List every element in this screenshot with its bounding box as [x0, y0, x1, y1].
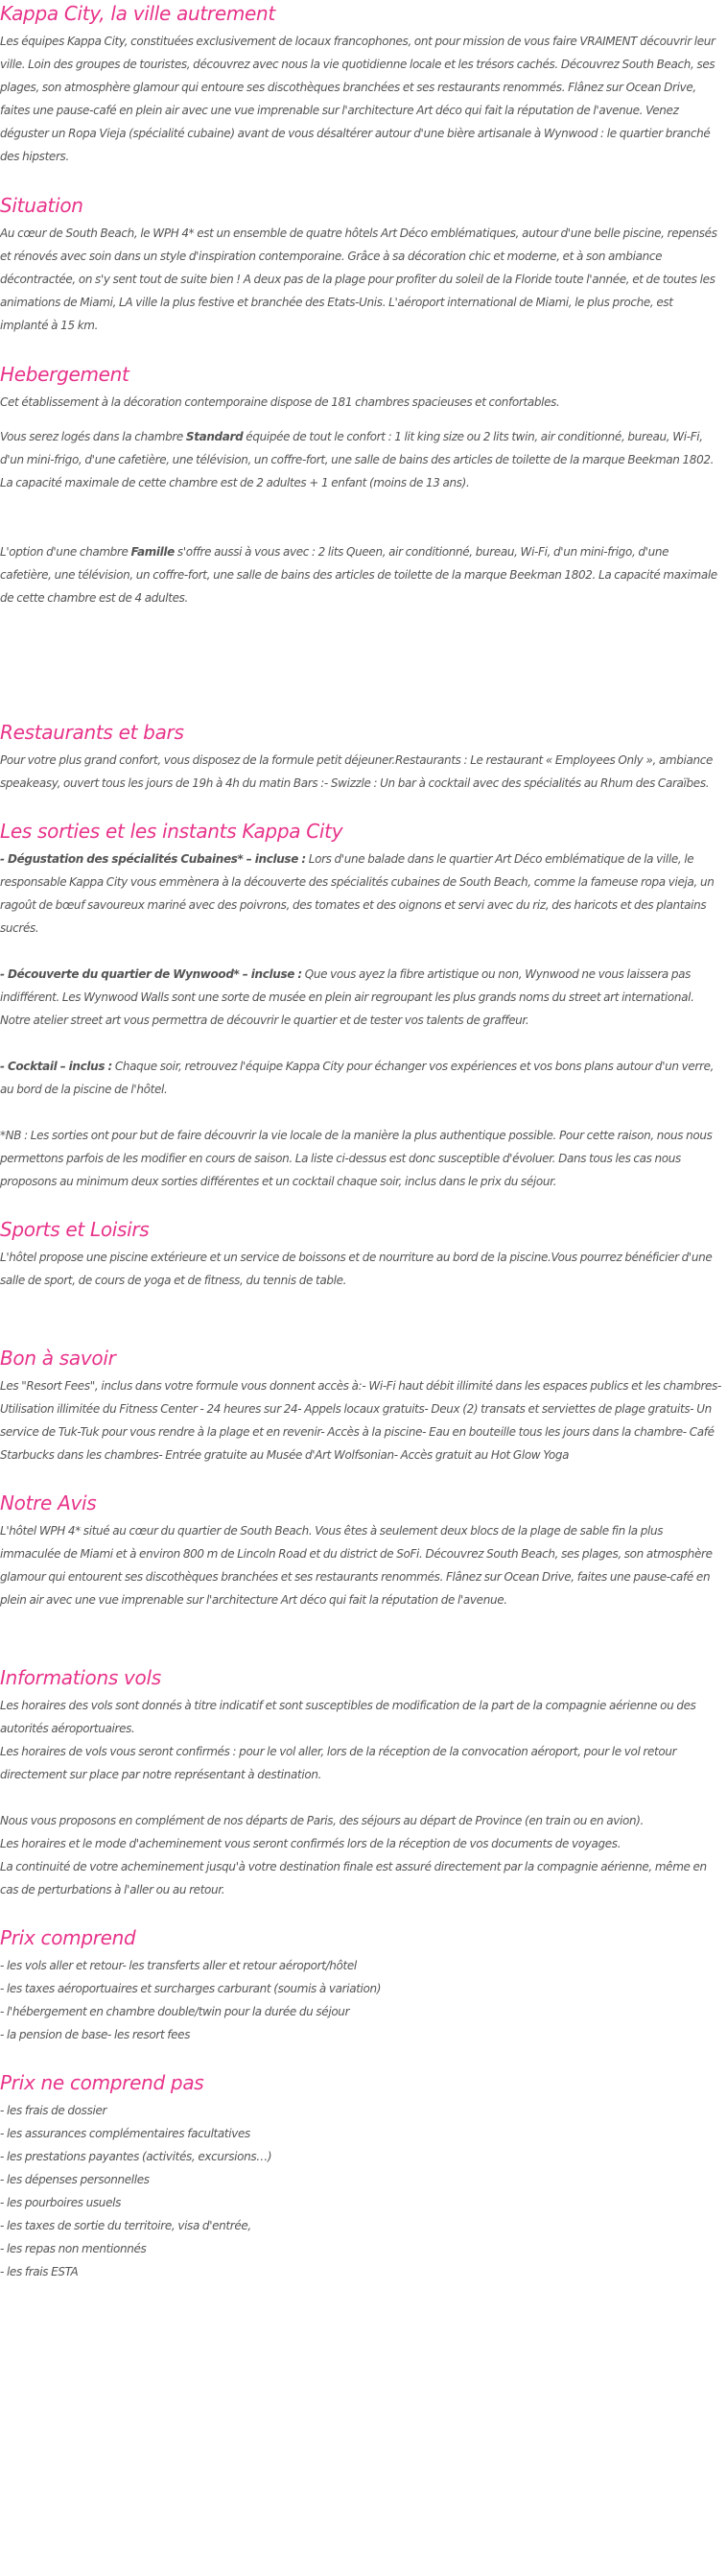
room-type-label: Standard: [185, 430, 244, 443]
section-hebergement: [0, 363, 721, 609]
section-restaurants: [0, 721, 721, 795]
standard-room-text: [0, 425, 721, 494]
section-title: Prix comprend: [0, 1926, 136, 1949]
list-item: - les vols aller et retour- les transferts aller et retour aéroport/hôtel: [0, 1959, 357, 1972]
list-item: - les frais de dossier: [0, 2104, 107, 2117]
famille-room-text: [0, 540, 721, 609]
outing-description: Chaque soir, retrouvez l'équipe Kappa City pour échanger vos expériences et vos bons plans autour d'un verre, au bord de la piscine de l'hôtel.: [0, 1060, 715, 1096]
included-list: [0, 1954, 721, 2046]
list-item: - les repas non mentionnés: [0, 2242, 147, 2255]
outing-item: [0, 1055, 721, 1101]
section-title: Les sorties et les instants Kappa City: [0, 820, 343, 843]
outing-title: - Découverte du quartier de Wynwood* – incluse :: [0, 967, 302, 981]
flight-info-text: Nous vous proposons en complément de nos départs de Paris, des séjours au départ de Province (en train ou en avion).: [0, 1814, 645, 1827]
list-item: - les assurances complémentaires facultatives: [0, 2127, 250, 2140]
outing-item: [0, 847, 721, 940]
outing-item: [0, 963, 721, 1032]
list-item: - les taxes aéroportuaires et surcharges carburant (soumis à variation): [0, 1982, 382, 1995]
section-bon-a-savoir: [0, 1347, 721, 1467]
list-item: - l'hébergement en chambre double/twin pour la durée du séjour: [0, 2005, 350, 2018]
text-fragment: L'option d'une chambre: [0, 545, 131, 559]
section-prix-comprend: [0, 1926, 721, 2046]
list-item: - les pourboires usuels: [0, 2196, 121, 2209]
section-sorties: [0, 820, 721, 1193]
section-title: Restaurants et bars: [0, 721, 184, 744]
outing-title: - Cocktail – inclus :: [0, 1060, 112, 1073]
section-title: Hebergement: [0, 363, 129, 386]
section-informations-vols: [0, 1666, 721, 1901]
outing-note: *NB : Les sorties ont pour but de faire découvrir la vie locale de la manière la plus authentique possible. Pour cette raison, nous nous permettons parfois de les modifier en cours de saison. La liste ci-dessus est donc susceptible d'évoluer. Dans tous les cas nous proposons au minimum deux sorties différentes et un cocktail chaque soir, inclus dans le prix du séjour.: [0, 1129, 713, 1188]
section-prix-ne-comprend-pas: [0, 2071, 721, 2283]
flight-info-text: Les horaires et le mode d'acheminement vous seront confirmés lors de la réception de vos documents de voyages.: [0, 1837, 621, 1850]
outing-description: Lors d'une balade dans le quartier Art Déco emblématique de la ville, le responsable Kappa City vous emmènera à la découverte des spécialités cubaines de South Beach, comme la fameuse ropa vieja, un ragoût de bœuf savoureux mariné avec des poivrons, des tomates et des oignons et servi avec du riz, des haricots et des plantains sucrés.: [0, 852, 715, 935]
list-item: - les dépenses personnelles: [0, 2173, 150, 2186]
flight-info-text: Les horaires des vols sont donnés à titre indicatif et sont susceptibles de modification de la part de la compagnie aérienne ou des autorités aéroportuaires.: [0, 1699, 696, 1735]
section-title: Situation: [0, 194, 83, 217]
section-title: Sports et Loisirs: [0, 1218, 150, 1241]
section-intro: Cet établissement à la décoration contemporaine dispose de 181 chambres spacieuses et confortables.: [0, 395, 560, 409]
section-title: Kappa City, la ville autrement: [0, 2, 275, 25]
section-text: Les équipes Kappa City, constituées exclusivement de locaux francophones, ont pour mission de vous faire VRAIMENT découvrir leur ville. Loin des groupes de touristes, découvrez avec nous la vie quotidienne locale et les trésors cachés. Découvrez South Beach, ses plages, son atmosphère glamour qui entoure ses discothèques branchées et ses restaurants renommés. Flânez sur Ocean Drive, faites une pause-café en plein air avec une vue imprenable sur l'architecture Art déco qui fait la réputation de l'avenue. Venez déguster un Ropa Vieja (spécialité cubaine) avant de vous désaltérer autour d'une bière artisanale à Wynwood : le quartier branché des hipsters.: [0, 35, 715, 163]
text-fragment: équipée de tout le confort : 1 lit king size ou 2 lits twin, air conditionné, bureau, Wi-Fi, d'un mini-frigo, d'une cafetière, une télévision, un coffre-fort, une salle de bains des articles de toilette de la marque Beekman 1802. La capacité maximale de cette chambre est de 2 adultes + 1 enfant (moins de 13 ans).: [0, 430, 715, 489]
section-kappa: [0, 0, 721, 168]
outing-title: - Dégustation des spécialités Cubaines* – incluse :: [0, 852, 306, 866]
section-title: Informations vols: [0, 1666, 161, 1689]
room-type-label: Famille: [130, 545, 175, 559]
section-title: Notre Avis: [0, 1491, 97, 1515]
section-title: Bon à savoir: [0, 1347, 116, 1370]
flight-info-text: La continuité de votre acheminement jusqu'à votre destination finale est assuré directement par la compagnie aérienne, même en cas de perturbations à l'aller ou au retour.: [0, 1860, 707, 1896]
flight-info-text: Les horaires de vols vous seront confirmés : pour le vol aller, lors de la réception de la convocation aéroport, pour le vol retour directement sur place par notre représentant à destination.: [0, 1745, 677, 1781]
section-title: Prix ne comprend pas: [0, 2071, 204, 2094]
list-item: - les prestations payantes (activités, excursions…): [0, 2150, 272, 2163]
list-item: - les frais ESTA: [0, 2265, 79, 2278]
section-notre-avis: [0, 1491, 721, 1611]
list-item: - les taxes de sortie du territoire, visa d'entrée,: [0, 2219, 251, 2232]
section-text: Pour votre plus grand confort, vous disposez de la formule petit déjeuner.Restaurants : Le restaurant « Employees Only », ambiance speakeasy, ouvert tous les jours de 19h à 4h du matin Bars :- Swizzle : Un bar à cocktail avec des spécialités au Rhum des Caraïbes.: [0, 753, 714, 790]
text-fragment: Vous serez logés dans la chambre: [0, 430, 186, 443]
text-fragment: s'offre aussi à vous avec : 2 lits Queen, air conditionné, bureau, Wi-Fi, d'un mini-frigo, d'une cafetière, une télévision, un coffre-fort, une salle de bains des articles de toilette de la marque Beekman 1802. La capacité maximale de cette chambre est de 4 adultes.: [0, 545, 717, 605]
list-item: - la pension de base- les resort fees: [0, 2028, 191, 2041]
section-text: L'hôtel WPH 4* situé au cœur du quartier de South Beach. Vous êtes à seulement deux blocs de la plage de sable fin la plus immaculée de Miami et à environ 800 m de Lincoln Road et du district de SoFi. Découvrez South Beach, ses plages, son atmosphère glamour qui entourent ses discothèques branchées et ses restaurants renommés. Flânez sur Ocean Drive, faites une pause-café en plein air avec une vue imprenable sur l'architecture Art déco qui fait la réputation de l'avenue.: [0, 1524, 713, 1607]
section-situation: [0, 194, 721, 337]
section-sports: [0, 1218, 721, 1292]
excluded-list: [0, 2099, 721, 2283]
outing-description: Que vous ayez la fibre artistique ou non, Wynwood ne vous laissera pas indifférent. Les Wynwood Walls sont une sorte de musée en plein air regroupant les plus grands noms du street art international. Notre atelier street art vous permettra de découvrir le quartier et de tester vos talents de graffeur.: [0, 967, 694, 1027]
section-text: L'hôtel propose une piscine extérieure et un service de boissons et de nourriture au bord de la piscine.Vous pourrez bénéficier d'une salle de sport, de cours de yoga et de fitness, du tennis de table.: [0, 1251, 713, 1287]
section-text: Les "Resort Fees", inclus dans votre formule vous donnent accès à:- Wi-Fi haut débit illimité dans les espaces publics et les chambres- Utilisation illimitée du Fitness Center - 24 heures sur 24- Appels locaux gratuits- Deux (2) transats et serviettes de plage gratuits- Un service de Tuk-Tuk pour vous rendre à la plage et en revenir- Accès à la piscine- Eau en bouteille tous les jours dans la chambre- Café Starbucks dans les chambres- Entrée gratuite au Musée d'Art Wolfsonian- Accès gratuit au Hot Glow Yoga: [0, 1379, 721, 1462]
section-text: Au cœur de South Beach, le WPH 4* est un ensemble de quatre hôtels Art Déco emblématiques, autour d'une belle piscine, repensés et rénovés avec soin dans un style d'inspiration contemporaine. Grâce à sa décoration chic et moderne, et à son ambiance décontractée, on s'y sent tout de suite bien ! A deux pas de la plage pour profiter du soleil de la Floride toute l'année, et de toutes les animations de Miami, LA ville la plus festive et branchée des Etats-Unis. L'aéroport international de Miami, le plus proche, est implanté à 15 km.: [0, 227, 717, 332]
